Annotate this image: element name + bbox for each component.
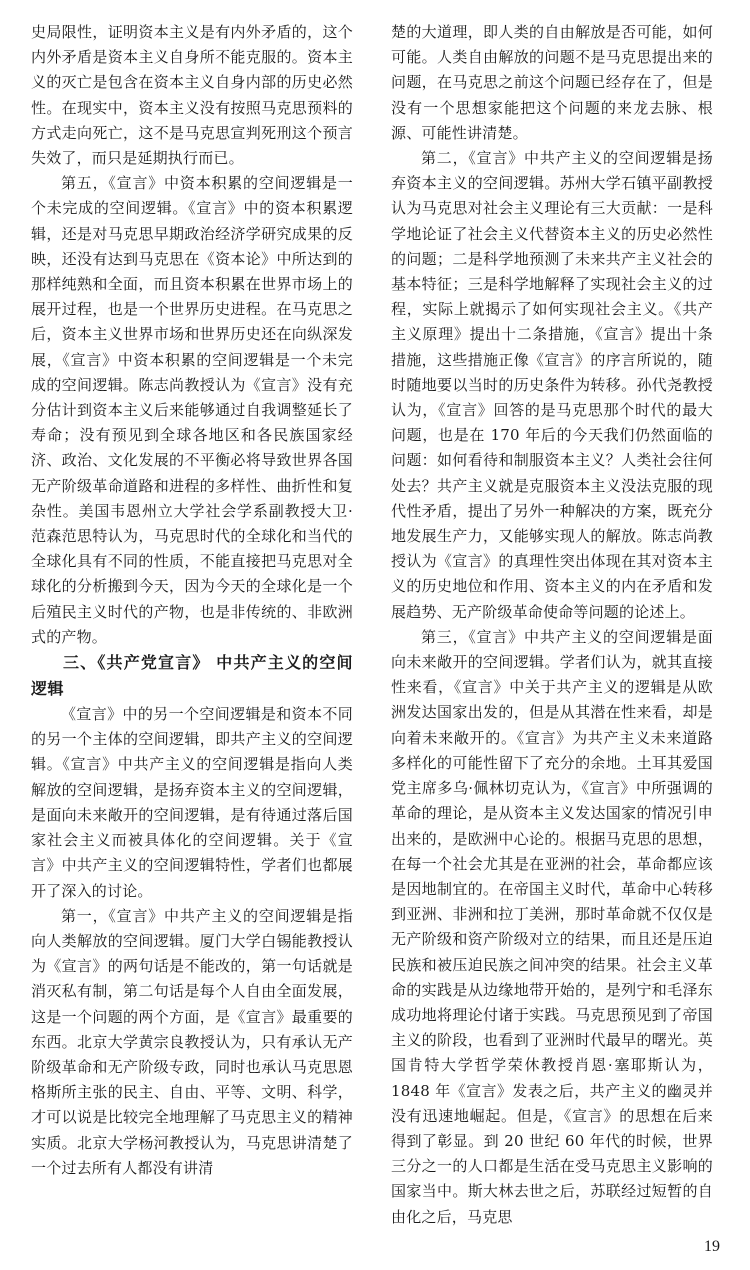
right-column [391,20,713,1230]
page-footer [0,1230,750,1270]
paragraph: 史局限性，证明资本主义是有内外矛盾的，这个内外矛盾是资本主义自身所不能克服的。资本主义的灭亡是包含在资本主义自身内部的历史必然性。在现实中，资本主义没有按照马克思预料的方式走向死亡，这不是马克思宣判死刑这个预言失效了，而只是延期执行而已。 [31,23,353,168]
left-column [31,20,353,1181]
paragraph: 《宣言》中的另一个空间逻辑是和资本不同的另一个主体的空间逻辑，即共产主义的空间逻辑。《宣言》中共产主义的空间逻辑是指向人类解放的空间逻辑，是扬弃资本主义的空间逻辑，是面向未来敞开的空间逻辑，是有待通过落后国家社会主义而被具体化的空间逻辑。关于《宣言》中共产主义的空间逻辑特性，学者们也都展开了深入的讨论。 [31,705,353,900]
paragraph: 第三，《宣言》中共产主义的空间逻辑是面向未来敞开的空间逻辑。学者们认为，就其直接性来看，《宣言》中关于共产主义的逻辑是从欧洲发达国家出发的，但是从其潜在性来看，却是向着未来敞开的。《宣言》为共产主义未来道路多样化的可能性留下了充分的余地。土耳其爱国党主席多乌·佩林切克认为，《宣言》中所强调的革命的理论，是从资本主义发达国家的情况引申出来的，是欧洲中心论的。根据马克思的思想，在每一个社会尤其是在亚洲的社会，革命都应该是因地制宜的。在帝国主义时代，革命中心转移到亚洲、非洲和拉丁美洲，那时革命就不仅仅是无产阶级和资产阶级对立的结果，而且还是压迫民族和被压迫民族之间冲突的结果。社会主义革命的实践是从边缘地带开始的，是列宁和毛泽东成功地将理论付诸于实践。马克思预见到了帝国主义的阶段，也看到了亚洲时代最早的曙光。英国肯特大学哲学荣休教授肖恩·塞耶斯认为，1848 年《宣言》发表之后，共产主义的幽灵并没有迅速地崛起。但是，《宣言》的思想在后来得到了彰显。到 20 世纪 60 年代的时候，世界三分之一的人口都是生活在受马克思主义影响的国家当中。斯大林去世之后，苏联经过短暂的自由化之后，马克思 [391,627,713,1226]
paragraph: 第二，《宣言》中共产主义的空间逻辑是扬弃资本主义的空间逻辑。苏州大学石镇平副教授认为马克思对社会主义理论有三大贡献：一是科学地论证了社会主义代替资本主义的历史必然性的问题；二是科学地预测了未来共产主义社会的基本特征；三是科学地解释了实现社会主义的过程，实际上就揭示了如何实现社会主义。《共产主义原理》提出十二条措施，《宣言》提出十条措施，这些措施正像《宣言》的序言所说的，随时随地要以当时的历史条件为转移。孙代尧教授认为，《宣言》回答的是马克思那个时代的最大问题，也是在 170 年后的今天我们仍然面临的问题：如何看待和制服资本主义？人类社会往何处去？共产主义就是克服资本主义没法克服的现代性矛盾，提出了另外一种解决的方案，既充分地发展生产力，又能够实现人的解放。陈志尚教授认为《宣言》的真理性突出体现在其对资本主义的历史地位和作用、资本主义的内在矛盾和发展趋势、无产阶级革命使命等问题的论述上。 [391,149,713,621]
paragraph: 楚的大道理，即人类的自由解放是否可能，如何可能。人类自由解放的问题不是马克思提出来的问题，在马克思之前这个问题已经存在了，但是没有一个思想家能把这个问题的来龙去脉、根源、可能性讲清楚。 [391,23,713,142]
paragraph: 第一，《宣言》中共产主义的空间逻辑是指向人类解放的空间逻辑。厦门大学白锡能教授认为《宣言》的两句话是不能改的，第一句话就是消灭私有制，第二句话是每个人自由全面发展，这是一个问题的两个方面，是《宣言》最重要的东西。北京大学黄宗良教授认为，只有承认无产阶级革命和无产阶级专政，同时也承认马克思恩格斯所主张的民主、自由、平等、文明、科学，才可以说是比较完全地理解了马克思主义的精神实质。北京大学杨河教授认为，马克思讲清楚了一个过去所有人都没有讲清 [31,906,353,1177]
page-number: 19 [704,1237,720,1255]
paragraph: 第五，《宣言》中资本积累的空间逻辑是一个未完成的空间逻辑。《宣言》中的资本积累逻辑，还是对马克思早期政治经济学研究成果的反映，还没有达到马克思在《资本论》中所达到的那样纯熟和全面，而且资本积累在世界市场上的展开过程，也是一个世界历史进程。在马克思之后，资本主义世界市场和世界历史还在向纵深发展，《宣言》中资本积累的空间逻辑是一个未完成的空间逻辑。陈志尚教授认为《宣言》没有充分估计到资本主义后来能够通过自我调整延长了寿命；没有预见到全球各地区和各民族国家经济、政治、文化发展的不平衡必将导致世界各国无产阶级革命道路和进程的多样性、曲折性和复杂性。美国韦恩州立大学社会学系副教授大卫·范森范思特认为，马克思时代的全球化和当代的全球化具有不同的性质，不能直接把马克思对全球化的分析搬到今天，因为今天的全球化是一个后殖民主义时代的产物，也是非传统的、非欧洲式的产物。 [31,174,353,646]
section-heading: 三、《共产党宣言》 中共产主义的空间逻辑 [31,653,353,699]
